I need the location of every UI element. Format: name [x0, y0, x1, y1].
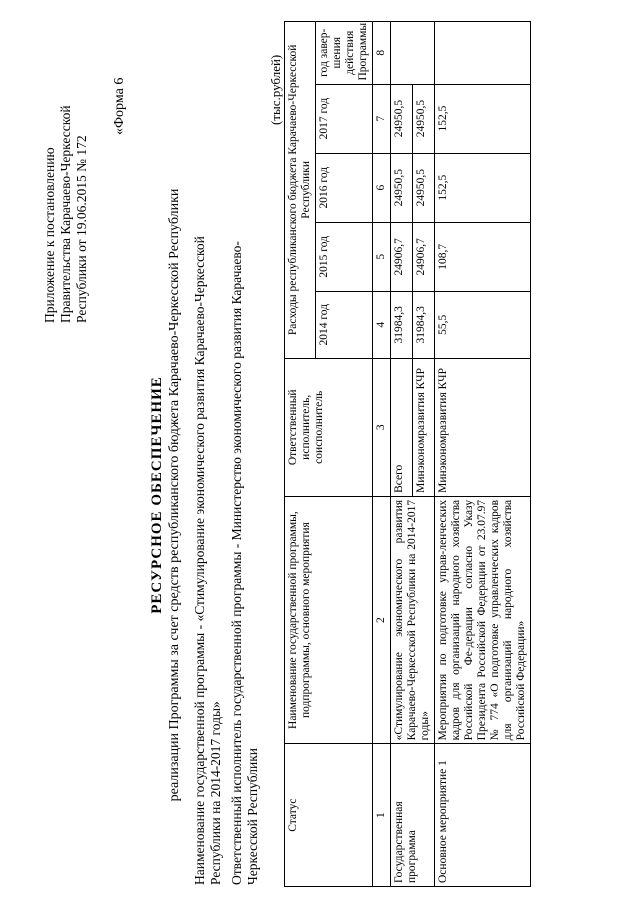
status-cell: Основное мероприятие 1 [435, 744, 531, 887]
column-index: 6 [373, 153, 391, 222]
value-2015: 108,7 [435, 222, 531, 291]
document-title: РЕСУРСНОЕ ОБЕСПЕЧЕНИЕ [149, 376, 165, 614]
appendix-line-3: Республики от 19.06.2015 № 172 [74, 135, 89, 323]
program-name-line: Наименование государственной программы - «Стимулирование экономического развития Карачаево-Черкесской Республики на 2014-2017 годы» [192, 236, 223, 885]
name-cell: «Стимулирование экономического развития Карачаево-Черкесской Республики на 2014-2017 годы» [391, 496, 435, 743]
value-2017: 152,5 [435, 84, 531, 153]
value-2014: 55,5 [435, 291, 531, 358]
completion-cell [391, 22, 435, 85]
column-index: 8 [373, 22, 391, 85]
column-index: 1 [373, 744, 391, 887]
column-index: 7 [373, 84, 391, 153]
value-2014: 31984,3 [413, 291, 435, 358]
form-label: «Форма 6 [112, 77, 127, 135]
header-status: Статус [285, 744, 373, 887]
column-index-row [373, 22, 391, 887]
executor-cell: Минэкономразвития КЧР [413, 358, 435, 496]
header-2016: 2016 год [316, 153, 373, 222]
column-index: 5 [373, 222, 391, 291]
table-header-row [285, 22, 316, 887]
header-2014: 2014 год [316, 291, 373, 358]
status-cell: Государственная программа [391, 744, 435, 887]
value-2017: 24950,5 [391, 84, 413, 153]
executor-line: Ответственный исполнитель государственной программы - Министерство экономического развития Карачаево-Черкесской Республики [229, 241, 260, 885]
value-2015: 24906,7 [413, 222, 435, 291]
title-block [148, 185, 184, 805]
executor-cell: Всего [391, 358, 413, 496]
header-2015: 2015 год [316, 222, 373, 291]
column-index: 3 [373, 358, 391, 496]
header-name: Наименование государственной программы, подпрограммы, основного мероприятия [285, 496, 373, 743]
resource-table [284, 21, 531, 887]
value-2016: 24950,5 [391, 153, 413, 222]
table-row [435, 22, 531, 887]
document-subtitle: реализации Программы за счет средств республиканского бюджета Карачаево-Черкесской Республики [167, 188, 182, 802]
column-index: 4 [373, 291, 391, 358]
completion-cell [435, 22, 531, 85]
value-2016: 152,5 [435, 153, 531, 222]
executor-cell: Минэкономразвития КЧР [435, 358, 531, 496]
value-2014: 31984,3 [391, 291, 413, 358]
header-completion: год завер-шения действия Программы [316, 22, 373, 85]
header-executor: Ответственный исполнитель, соисполнитель [285, 358, 373, 496]
appendix-line-1: Приложение к постановлению [42, 147, 57, 323]
appendix-note [42, 63, 90, 323]
name-cell: Мероприятия по подготовке управ-ленческих кадров для организаций народного хозяйства Российской Фе-дерации согласно Указу Президента Российской Федерации от 23.07.97 № 774 «О подготовке управленческих кадров для организаций народного хозяйства Российской Федерации» [435, 496, 531, 743]
value-2017: 24950,5 [413, 84, 435, 153]
header-2017: 2017 год [316, 84, 373, 153]
units-label: (тыс.рублей) [268, 54, 283, 125]
header-expenses-group: Расходы республиканского бюджета Карачаево-Черкесской Республики [285, 22, 316, 359]
column-index: 2 [373, 496, 391, 743]
appendix-line-2: Правительства Карачаево-Черкесской [58, 105, 73, 323]
table-row [391, 22, 413, 887]
value-2015: 24906,7 [391, 222, 413, 291]
value-2016: 24950,5 [413, 153, 435, 222]
